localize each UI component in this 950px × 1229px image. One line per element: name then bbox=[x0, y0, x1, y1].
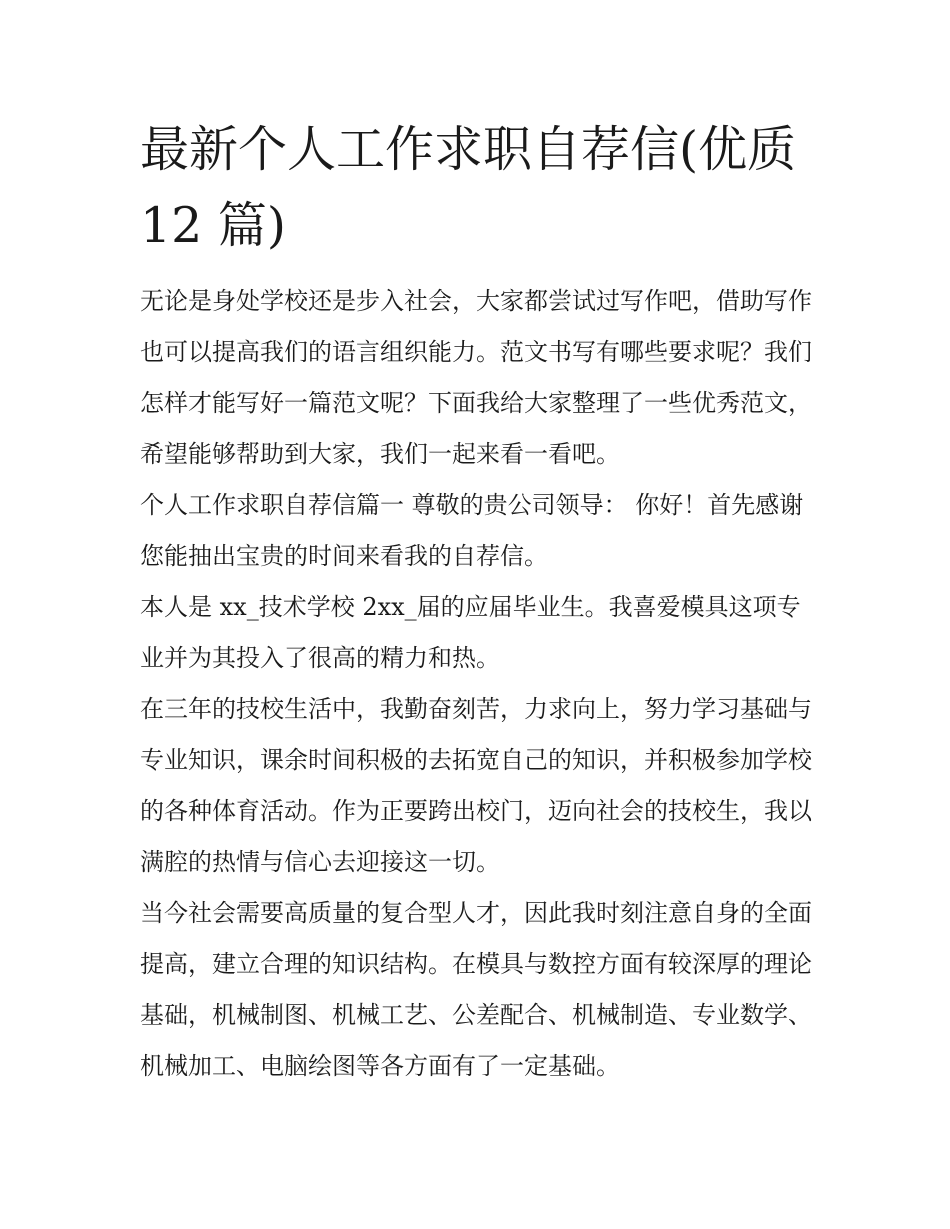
paragraph-skills: 当今社会需要高质量的复合型人才，因此我时刻注意自身的全面提高，建立合理的知识结构。在模具与数控方面有较深厚的理论基础，机械制图、机械工艺、公差配合、机械制造、专业数学、机械加工、电脑绘图等各方面有了一定基础。 bbox=[140, 899, 812, 1080]
document-title: 最新个人工作求职自荐信(优质 12 篇) bbox=[140, 121, 797, 254]
paragraph-intro: 无论是身处学校还是步入社会，大家都尝试过写作吧，借助写作也可以提高我们的语言组织能力。范文书写有哪些要求呢？我们怎样才能写好一篇范文呢？下面我给大家整理了一些优秀范文，希望能够帮助到大家，我们一起来看一看吧。 bbox=[140, 287, 812, 468]
paragraph-school-life: 在三年的技校生活中，我勤奋刻苦，力求向上，努力学习基础与专业知识，课余时间积极的去拓宽自己的知识，并积极参加学校的各种体育活动。作为正要跨出校门，迈向社会的技校生，我以满腔的热情与信心去迎接这一切。 bbox=[140, 695, 812, 876]
document-page bbox=[140, 112, 812, 1092]
paragraph-self-introduction: 本人是 xx_技术学校 2xx_届的应届毕业生。我喜爱模具这项专业并为其投入了很高的精力和热。 bbox=[140, 593, 801, 672]
paragraph-salutation: 个人工作求职自荐信篇一 尊敬的贵公司领导： 你好！首先感谢您能抽出宝贵的时间来看我的自荐信。 bbox=[140, 491, 804, 570]
